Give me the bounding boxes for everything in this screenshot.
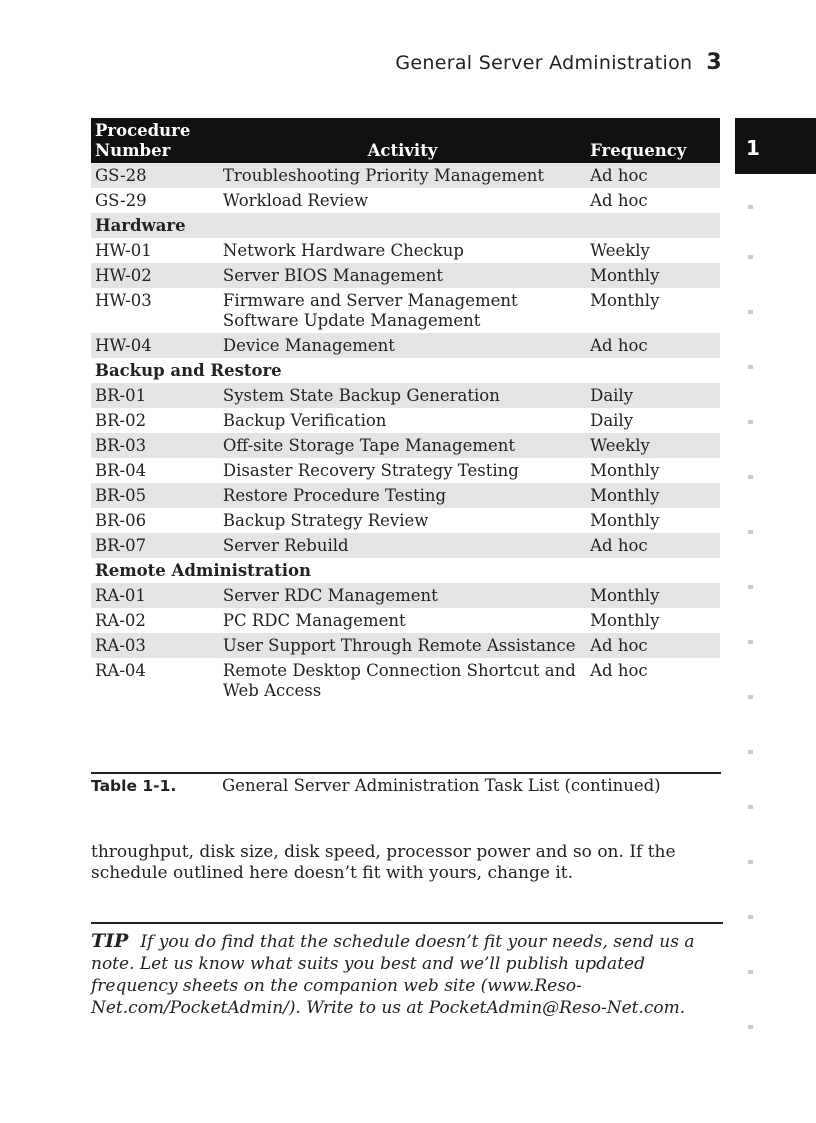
column-header-frequency: Frequency: [586, 118, 720, 163]
procedure-number-cell: HW-02: [91, 263, 219, 288]
chapter-number: 1: [746, 136, 760, 160]
procedure-number-cell: RA-03: [91, 633, 219, 658]
procedure-number-cell: BR-01: [91, 383, 219, 408]
running-header: [0, 50, 722, 75]
frequency-cell: Ad hoc: [586, 163, 720, 188]
edge-mark: [748, 205, 753, 209]
activity-cell: Remote Desktop Connection Shortcut and Web Access: [222, 661, 576, 700]
edge-mark: [748, 365, 753, 369]
activity-cell: Workload Review: [222, 191, 369, 210]
activity-cell: Off-site Storage Tape Management: [219, 433, 586, 458]
procedure-number-cell: GS-28: [91, 163, 219, 188]
section-row: [91, 558, 720, 583]
edge-mark: [748, 970, 753, 974]
frequency-cell: Ad hoc: [586, 333, 720, 358]
table-row: [91, 333, 720, 358]
table-row: [91, 188, 720, 213]
table-caption-text: General Server Administration Task List (continued): [222, 776, 661, 795]
activity-cell: Device Management: [219, 333, 586, 358]
edge-mark: [748, 1025, 753, 1029]
procedure-number-cell: BR-07: [91, 533, 219, 558]
activity-cell: Network Hardware Checkup: [222, 241, 464, 260]
edge-mark: [748, 860, 753, 864]
column-header-activity: Activity: [219, 118, 586, 163]
activity-cell: Disaster Recovery Strategy Testing: [222, 461, 519, 480]
frequency-cell: Daily: [590, 411, 634, 430]
edge-mark: [748, 420, 753, 424]
frequency-cell: Ad hoc: [590, 661, 648, 680]
edge-mark: [748, 640, 753, 644]
activity-cell: Troubleshooting Priority Management: [219, 163, 586, 188]
frequency-cell: Monthly: [586, 483, 720, 508]
procedure-number-cell: HW-03: [95, 291, 152, 310]
edge-mark: [748, 475, 753, 479]
procedure-number-cell: RA-04: [95, 661, 146, 680]
tip-box: [91, 922, 723, 1019]
table-row: [91, 508, 720, 533]
frequency-cell: Ad hoc: [586, 533, 720, 558]
procedure-number-cell: BR-05: [91, 483, 219, 508]
frequency-cell: Monthly: [590, 511, 660, 530]
procedure-number-cell: GS-29: [95, 191, 147, 210]
procedure-number-cell: HW-01: [95, 241, 152, 260]
activity-cell: PC RDC Management: [222, 611, 406, 630]
table-header-row: [91, 118, 720, 163]
activity-cell: Server Rebuild: [219, 533, 586, 558]
frequency-cell: Monthly: [590, 611, 660, 630]
table-row: [91, 458, 720, 483]
activity-cell: System State Backup Generation: [219, 383, 586, 408]
frequency-cell: Weekly: [586, 433, 720, 458]
page-number: 3: [706, 50, 722, 75]
table-row: [91, 408, 720, 433]
body-paragraph: throughput, disk size, disk speed, processor power and so on. If the schedule outlined here doesn’t fit with yours, change it.: [91, 842, 676, 883]
table-row: [91, 383, 720, 408]
table-row: [91, 608, 720, 633]
edge-mark: [748, 530, 753, 534]
section-heading: Backup and Restore: [95, 361, 282, 380]
column-header-number: Procedure Number: [91, 118, 219, 163]
procedure-number-cell: BR-06: [95, 511, 147, 530]
table-caption-label: Table 1-1.: [91, 777, 177, 795]
edge-mark: [748, 750, 753, 754]
activity-cell: Restore Procedure Testing: [219, 483, 586, 508]
section-row: [91, 213, 720, 238]
table-row: [91, 483, 720, 508]
section-heading: Hardware: [91, 213, 720, 238]
edge-mark: [748, 585, 753, 589]
task-table: [91, 118, 720, 703]
table-caption: [91, 772, 721, 796]
frequency-cell: Weekly: [590, 241, 650, 260]
edge-mark: [748, 310, 753, 314]
frequency-cell: Ad hoc: [586, 633, 720, 658]
header-title: General Server Administration: [395, 52, 693, 74]
table-row: [91, 583, 720, 608]
frequency-cell: Ad hoc: [590, 191, 648, 210]
table-row: [91, 633, 720, 658]
procedure-number-cell: HW-04: [91, 333, 219, 358]
edge-mark: [748, 915, 753, 919]
tip-label: TIP: [91, 930, 129, 952]
table-row: [91, 238, 720, 263]
frequency-cell: Daily: [586, 383, 720, 408]
table-row: [91, 288, 720, 333]
table-row: [91, 263, 720, 288]
procedure-number-cell: BR-02: [95, 411, 147, 430]
frequency-cell: Monthly: [586, 263, 720, 288]
table-row: [91, 658, 720, 703]
tip-text: If you do find that the schedule doesn’t fit your needs, send us a note. Let us know what suits you best and we’ll publish updated frequency sheets on the companion web site (www.Reso-Net.com/PocketAdmin/). Write to us at PocketAdmin@Reso-Net.com.: [91, 932, 695, 1018]
frequency-cell: Monthly: [590, 291, 660, 310]
frequency-cell: Monthly: [586, 583, 720, 608]
frequency-cell: Monthly: [590, 461, 660, 480]
edge-mark: [748, 695, 753, 699]
activity-cell: Server BIOS Management: [219, 263, 586, 288]
activity-cell: Backup Verification: [222, 411, 387, 430]
section-heading: Remote Administration: [95, 561, 312, 580]
task-table-body: [91, 163, 720, 703]
chapter-thumb-tab: [735, 118, 816, 174]
edge-mark: [748, 805, 753, 809]
table-row: [91, 163, 720, 188]
procedure-number-cell: RA-01: [91, 583, 219, 608]
procedure-number-cell: RA-02: [95, 611, 146, 630]
activity-cell: Firmware and Server Management Software Update Management: [222, 291, 518, 330]
activity-cell: Backup Strategy Review: [222, 511, 429, 530]
procedure-number-cell: BR-03: [91, 433, 219, 458]
section-row: [91, 358, 720, 383]
activity-cell: User Support Through Remote Assistance: [219, 633, 586, 658]
activity-cell: Server RDC Management: [219, 583, 586, 608]
edge-mark: [748, 255, 753, 259]
procedure-number-cell: BR-04: [95, 461, 147, 480]
table-row: [91, 433, 720, 458]
table-row: [91, 533, 720, 558]
